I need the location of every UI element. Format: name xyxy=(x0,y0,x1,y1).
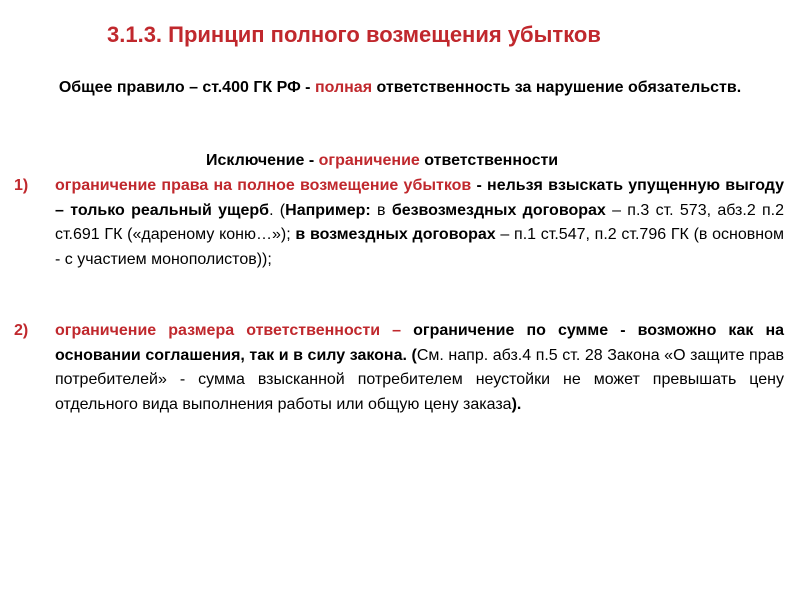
general-rule-suffix: ответственность за нарушение обязательств. xyxy=(372,79,742,96)
text-fragment: в xyxy=(370,201,392,219)
text-fragment: . ( xyxy=(269,201,286,219)
slide-title: 3.1.3. Принцип полного возмещения убытков xyxy=(107,22,601,47)
list-item-2 xyxy=(14,319,784,417)
exception-highlight: ограничение xyxy=(318,152,420,169)
onerous-contracts-refs: – п.1 ст.547, п.2 ст.796 ГК (в основном - с участием монополистов)); xyxy=(55,226,785,268)
general-rule-highlight: полная xyxy=(314,79,373,96)
exception-prefix: Исключение - xyxy=(206,152,319,169)
amount-limit-clause: ограничение по сумме - возможно как на основании соглашения, так и в силу закона. ( xyxy=(55,322,785,364)
list-item-text xyxy=(55,319,784,417)
consumer-law-example: См. напр. абз.4 п.5 ст. 28 Закона «О защите прав потребителей» - сумма взысканной потребителем неустойки не может превышать цену отдельного вида выполнения работы или общую цену заказа xyxy=(55,346,785,413)
exception-suffix: ответственности xyxy=(419,152,559,169)
example-label: Например: xyxy=(285,201,371,219)
list-item-number: 1) xyxy=(14,177,29,194)
limitation-right-heading: ограничение права на полное возмещение убытков xyxy=(55,177,472,194)
general-rule xyxy=(40,77,760,99)
exception-heading xyxy=(206,152,558,170)
text-fragment: ). xyxy=(511,395,522,413)
gratuitous-contracts-label: безвозмездных договорах xyxy=(391,201,606,219)
list-item-1 xyxy=(14,174,784,272)
lost-profit-clause: - нельзя взыскать упущенную выгоду – только реальный ущерб xyxy=(55,177,785,219)
general-rule-prefix: Общее правило – ст.400 ГК РФ - xyxy=(58,79,315,96)
limitation-amount-heading: ограничение размера ответственности – xyxy=(55,322,402,339)
list-item-text xyxy=(55,174,784,272)
gratuitous-contracts-refs: – п.3 ст. 573, абз.2 п.2 ст.691 ГК («дареному коню…»); xyxy=(55,201,785,243)
onerous-contracts-label: в возмездных договорах xyxy=(295,226,496,243)
list-item-number: 2) xyxy=(14,322,29,339)
